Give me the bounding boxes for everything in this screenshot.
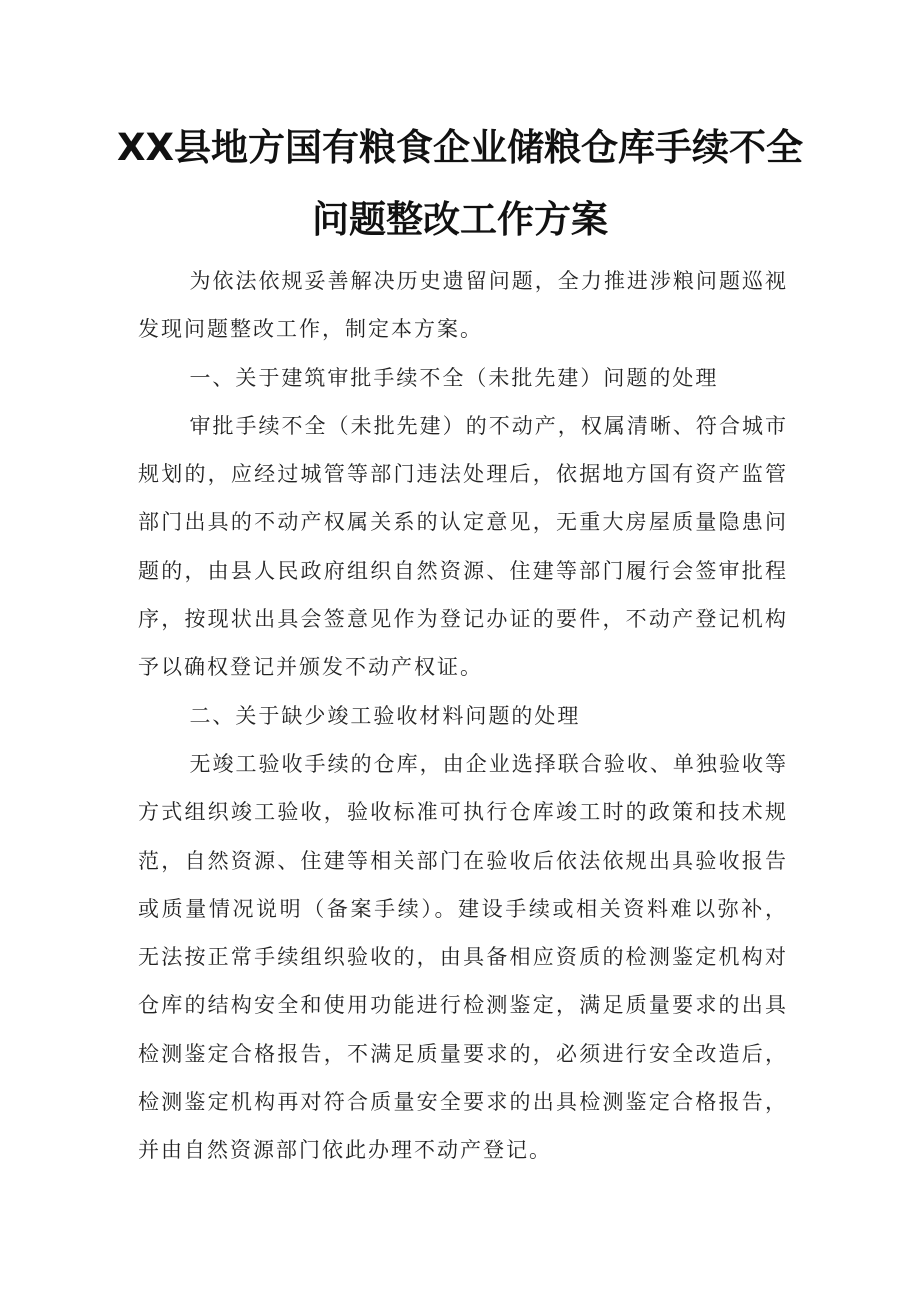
paragraph-intro: 为依法依规妥善解决历史遗留问题，全力推进涉粮问题巡视发现问题整改工作，制定本方案。 (138, 269, 788, 342)
document-body (138, 257, 788, 1175)
document-title-line-2: 问题整改工作方案 (312, 198, 608, 241)
section-heading-2: 二、关于缺少竣工验收材料问题的处理 (189, 703, 581, 728)
document-title-line-1: XX县地方国有粮食企业储粮仓库手续不全 (116, 126, 804, 169)
paragraph-section-2: 无竣工验收手续的仓库，由企业选择联合验收、单独验收等方式组织竣工验收，验收标准可执行仓库竣工时的政策和技术规范，自然资源、住建等相关部门在验收后依法依规出具验收报告或质量情况说明（备案手续）。建设手续或相关资料难以弥补，无法按正常手续组织验收的，由具备相应资质的检测鉴定机构对仓库的结构安全和使用功能进行检测鉴定，满足质量要求的出具检测鉴定合格报告，不满足质量要求的，必须进行安全改造后，检测鉴定机构再对符合质量安全要求的出具检测鉴定合格报告，并由自然资源部门依此办理不动产登记。 (138, 751, 788, 1163)
paragraph-section-1: 审批手续不全（未批先建）的不动产，权属清晰、符合城市规划的，应经过城管等部门违法处理后，依据地方国有资产监管部门出具的不动产权属关系的认定意见，无重大房屋质量隐患问题的，由县人民政府组织自然资源、住建等部门履行会签审批程序，按现状出具会签意见作为登记办证的要件，不动产登记机构予以确权登记并颁发不动产权证。 (138, 413, 788, 680)
section-heading-1: 一、关于建筑审批手续不全（未批先建）问题的处理 (189, 365, 719, 390)
